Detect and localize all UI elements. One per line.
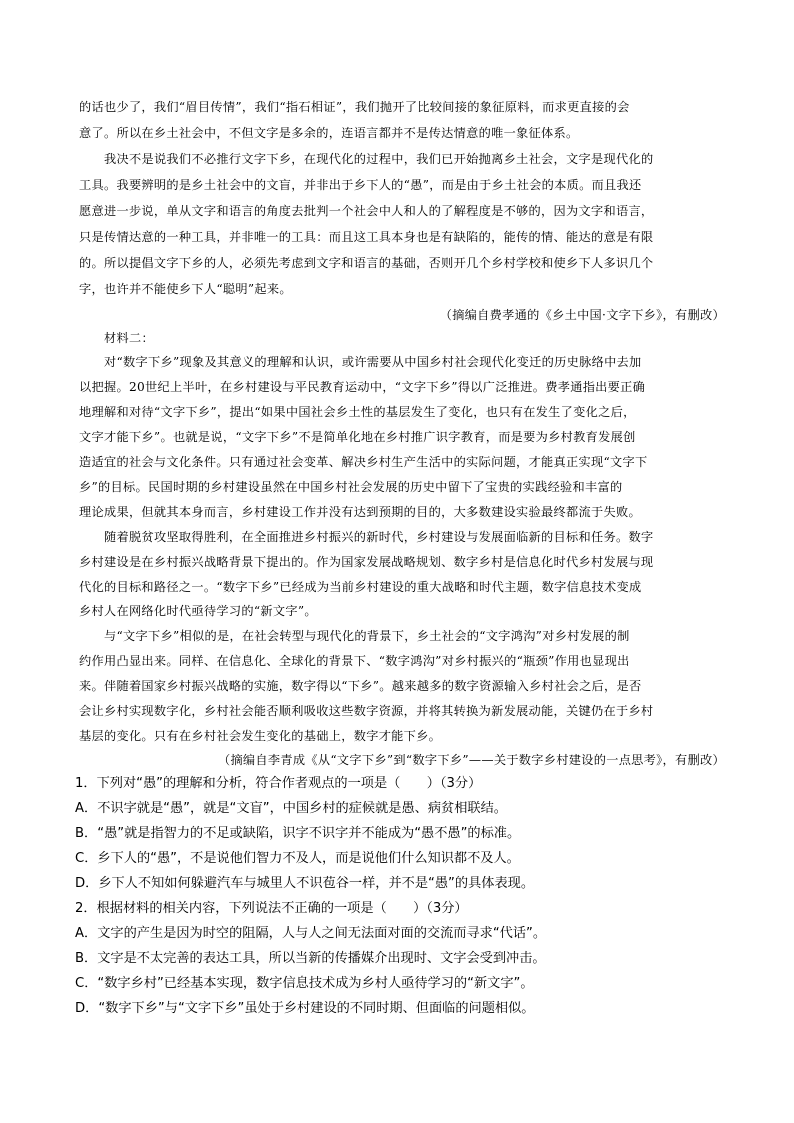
source-citation: （摘编自费孝通的《乡土中国·文字下乡》，有删改） [439,308,725,322]
source-citation: （摘编自李青成《从“文字下乡”到“数字下乡”——关于数字乡村建设的一点思考》，有删改） [217,753,725,767]
answer-option: D．“数字下乡”与“文字下乡”虽处于乡村建设的不同时期、但面临的问题相似。 [75,1001,535,1016]
answer-option: B．“愚”就是指智力的不足或缺陷，识字不识字并不能成为“愚不愚”的标准。 [75,826,521,841]
paragraph-line: 理论成果，但就其本身而言，乡村建设工作并没有达到预期的目的，大多数建设实验最终都流于失败。 [79,505,641,519]
paragraph-line: 意了。所以在乡土社会中，不但文字是多余的，连语言都并不是传达情意的唯一象征体系。 [79,126,579,140]
paragraph-line: 的。所以提倡文字下乡的人，必须先考虑到文字和语言的基础，否则开几个乡村学校和使乡下人多识几个 [79,256,654,270]
paragraph-line: 字，也许并不能使乡下人“聪明”起来。 [79,282,292,296]
paragraph-line: 会让乡村实现数字化，乡村社会能否顺利吸收这些数字资源，并将其转换为新发展动能，关键仍在于乡村 [79,704,654,718]
answer-option: A．不识字就是“愚”，就是“文盲”，中国乡村的症候就是愚、病贫相联结。 [75,801,507,816]
question-stem: 2．根据材料的相关内容，下列说法不正确的一项是（ ）（3分） [75,901,468,916]
paragraph-line: 文字才能下乡”。也就是说，“文字下乡”不是简单化地在乡村推广识字教育，而是要为乡村教育发展创 [79,430,636,444]
paragraph-line: 乡”的目标。民国时期的乡村建设虽然在中国乡村社会发展的历史中留下了宝贵的实践经验和丰富的 [79,480,623,494]
paragraph-line: 只是传情达意的一种工具，并非唯一的工具：而且这工具本身也是有缺陷的，能传的情、能达的意是有限 [79,230,654,244]
paragraph-line: 乡村建设是在乡村振兴战略背景下提出的。作为国家发展战略规划、数字乡村是信息化时代乡村发展与现 [79,555,654,569]
paragraph-line: 乡村人在网络化时代亟待学习的“新文字”。 [79,604,317,618]
paragraph-line: 随着脱贫攻坚取得胜利，在全面推进乡村振兴的新时代，乡村建设与发展面临新的目标和任务。数字 [104,530,654,544]
answer-option: D．乡下人不知如何躲避汽车与城里人不识苞谷一样，并不是“愚”的具体表现。 [75,876,535,891]
paragraph-line: 代化的目标和路径之一。“数字下乡”已经成为当前乡村建设的重大战略和时代主题，数字信息技术变成 [79,580,642,594]
section-heading: 材料二： [104,331,154,345]
paragraph-line: 以把握。20世纪上半叶，在乡村建设与平民教育运动中，“文字下乡”得以广泛推进。费孝通指出要正确 [79,380,646,394]
answer-option: B．文字是不太完善的表达工具，所以当新的传播媒介出现时、文字会受到冲击。 [75,951,546,966]
paragraph-line: 造适宜的社会与文化条件。只有通过社会变革、解决乡村生产生活中的实际问题，才能真正实现“文字下 [79,455,648,469]
paragraph-line: 愿意进一步说，单从文字和语言的角度去批判一个社会中人和人的了解程度是不够的，因为文字和语言， [79,204,654,218]
paragraph-line: 来。伴随着国家乡村振兴战略的实施，数字得以“下乡”。越来越多的数字资源输入乡村社会之后，是否 [79,679,642,693]
paragraph-line: 对“数字下乡”现象及其意义的理解和认识，或许需要从中国乡村社会现代化变迁的历史脉络中去加 [104,355,642,369]
paragraph-line: 约作用凸显出来。同样、在信息化、全球化的背景下、“数字鸿沟”对乡村振兴的“瓶颈”作用也显现出 [79,654,630,668]
answer-option: C．乡下人的“愚”，不是说他们智力不及人，而是说他们什么知识都不及人。 [75,851,520,866]
paragraph-line: 我决不是说我们不必推行文字下乡，在现代化的过程中，我们已开始抛离乡土社会，文字是现代化的 [104,152,654,166]
question-stem: 1．下列对“愚”的理解和分析，符合作者观点的一项是（ ）（3分） [75,776,482,791]
paragraph-line: 工具。我要辨明的是乡土社会中的文盲，并非出于乡下人的“愚”，而是由于乡土社会的本质。而且我还 [79,178,642,192]
paragraph-line: 地理解和对待“文字下乡”，提出“如果中国社会乡土性的基层发生了变化，也只有在发生了变化之后， [79,405,636,419]
paragraph-line: 基层的变化。只有在乡村社会发生变化的基础上，数字才能下乡。 [79,729,442,743]
paragraph-line: 的话也少了，我们“眉目传情”，我们“指石相证”，我们抛开了比较间接的象征原料，而求更直接的会 [79,100,630,114]
paragraph-line: 与“文字下乡”相似的是，在社会转型与现代化的背景下，乡土社会的“文字鸿沟”对乡村发展的制 [104,629,630,643]
answer-option: C．“数字乡村”已经基本实现，数字信息技术成为乡村人亟待学习的“新文字”。 [75,976,534,991]
answer-option: A．文字的产生是因为时空的阻隔，人与人之间无法面对面的交流而寻求“代话”。 [75,926,547,941]
